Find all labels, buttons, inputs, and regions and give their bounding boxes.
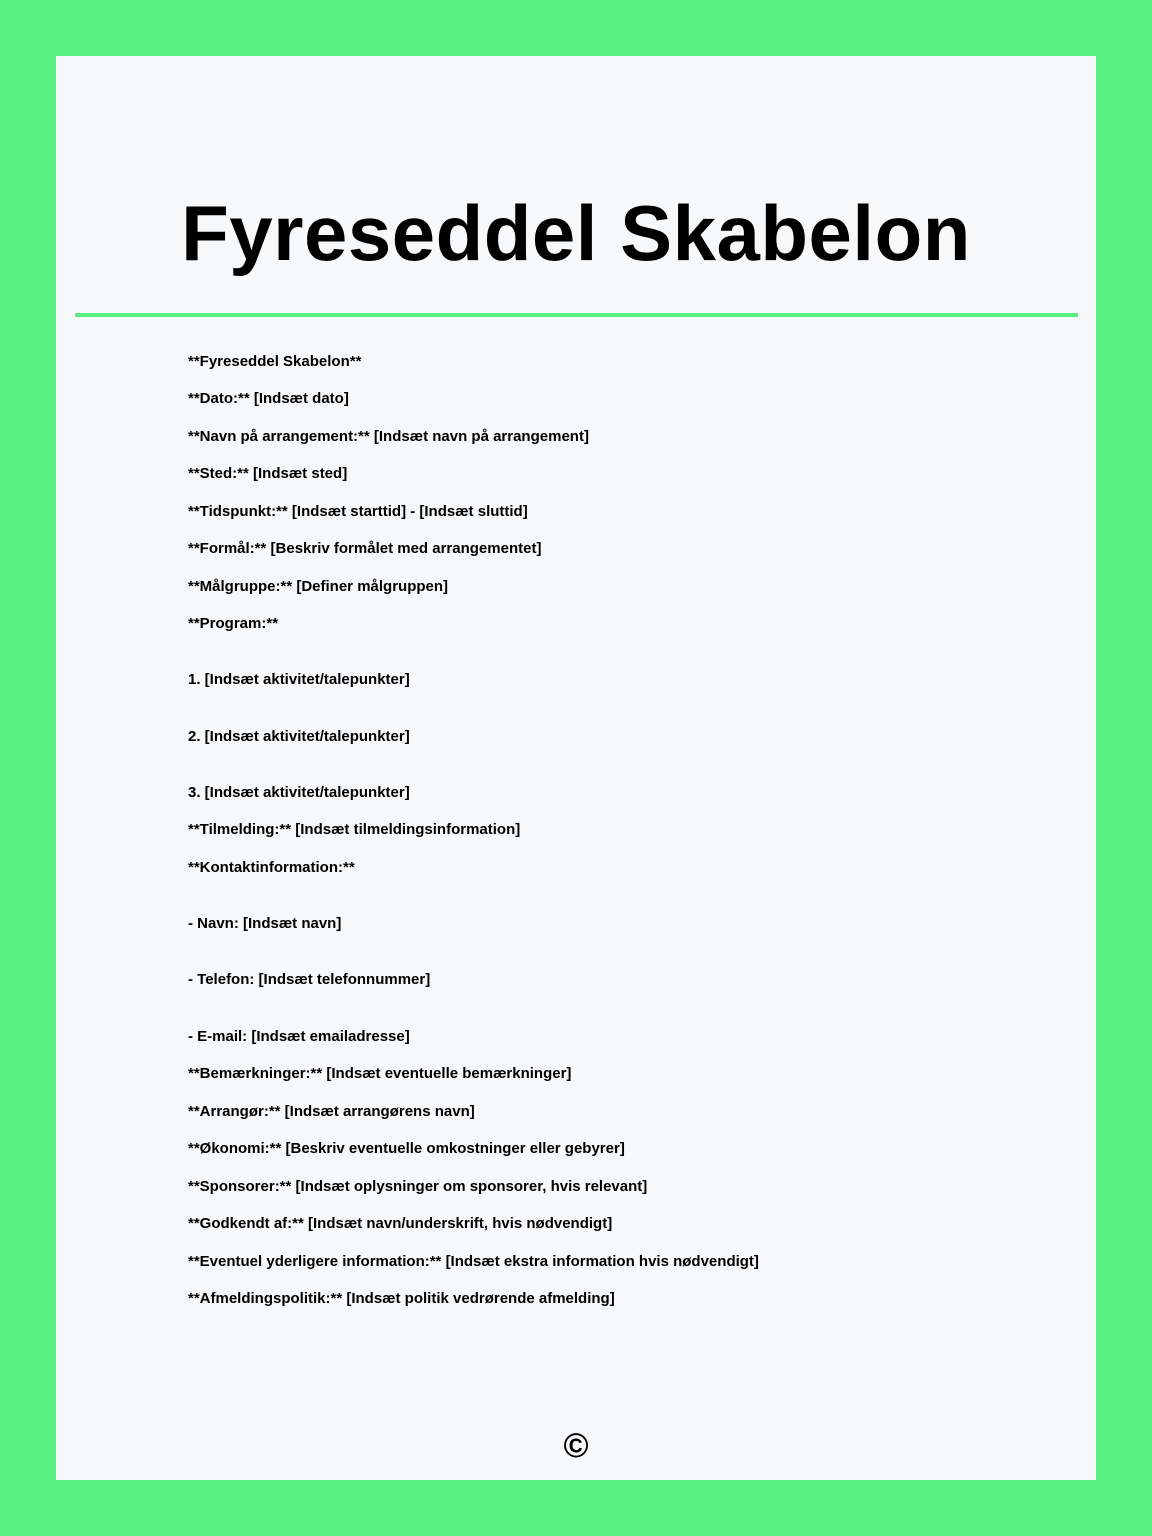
- body-line-remarks: **Bemærkninger:** [Indsæt eventuelle bemærkninger]: [188, 1065, 572, 1082]
- program-item-1: 1. [Indsæt aktivitet/talepunkter]: [188, 671, 410, 688]
- contact-item-phone: - Telefon: [Indsæt telefonnummer]: [188, 971, 431, 988]
- body-line-heading: **Fyreseddel Skabelon**: [188, 353, 362, 370]
- body-line-location: **Sted:** [Indsæt sted]: [188, 465, 348, 482]
- body-line-additional-info: **Eventuel yderligere information:** [Indsæt ekstra information hvis nødvendigt]: [188, 1253, 759, 1270]
- body-line-event-name: **Navn på arrangement:** [Indsæt navn på arrangement]: [188, 428, 589, 445]
- body-line-economy: **Økonomi:** [Beskriv eventuelle omkostninger eller gebyrer]: [188, 1140, 625, 1157]
- body-line-contact: **Kontaktinformation:**: [188, 859, 355, 876]
- body-line-approved-by: **Godkendt af:** [Indsæt navn/underskrift, hvis nødvendigt]: [188, 1215, 613, 1232]
- body-line-purpose: **Formål:** [Beskriv formålet med arrangementet]: [188, 540, 542, 557]
- body-line-sponsors: **Sponsorer:** [Indsæt oplysninger om sponsorer, hvis relevant]: [188, 1178, 648, 1195]
- title-divider: [75, 313, 1078, 317]
- contact-item-email: - E-mail: [Indsæt emailadresse]: [188, 1028, 410, 1045]
- program-item-2: 2. [Indsæt aktivitet/talepunkter]: [188, 728, 410, 745]
- body-line-cancellation-policy: **Afmeldingspolitik:** [Indsæt politik vedrørende afmelding]: [188, 1290, 615, 1307]
- document-title: Fyreseddel Skabelon: [181, 189, 971, 277]
- body-line-program: **Program:**: [188, 615, 279, 632]
- contact-item-name: - Navn: [Indsæt navn]: [188, 915, 342, 932]
- body-line-date: **Dato:** [Indsæt dato]: [188, 390, 349, 407]
- body-line-target-group: **Målgruppe:** [Definer målgruppen]: [188, 578, 449, 595]
- body-line-registration: **Tilmelding:** [Indsæt tilmeldingsinformation]: [188, 821, 521, 838]
- program-item-3: 3. [Indsæt aktivitet/talepunkter]: [188, 784, 410, 801]
- body-line-time: **Tidspunkt:** [Indsæt starttid] - [Indsæt sluttid]: [188, 503, 528, 520]
- copyright-icon: ©: [563, 1427, 589, 1465]
- body-line-organizer: **Arrangør:** [Indsæt arrangørens navn]: [188, 1103, 475, 1120]
